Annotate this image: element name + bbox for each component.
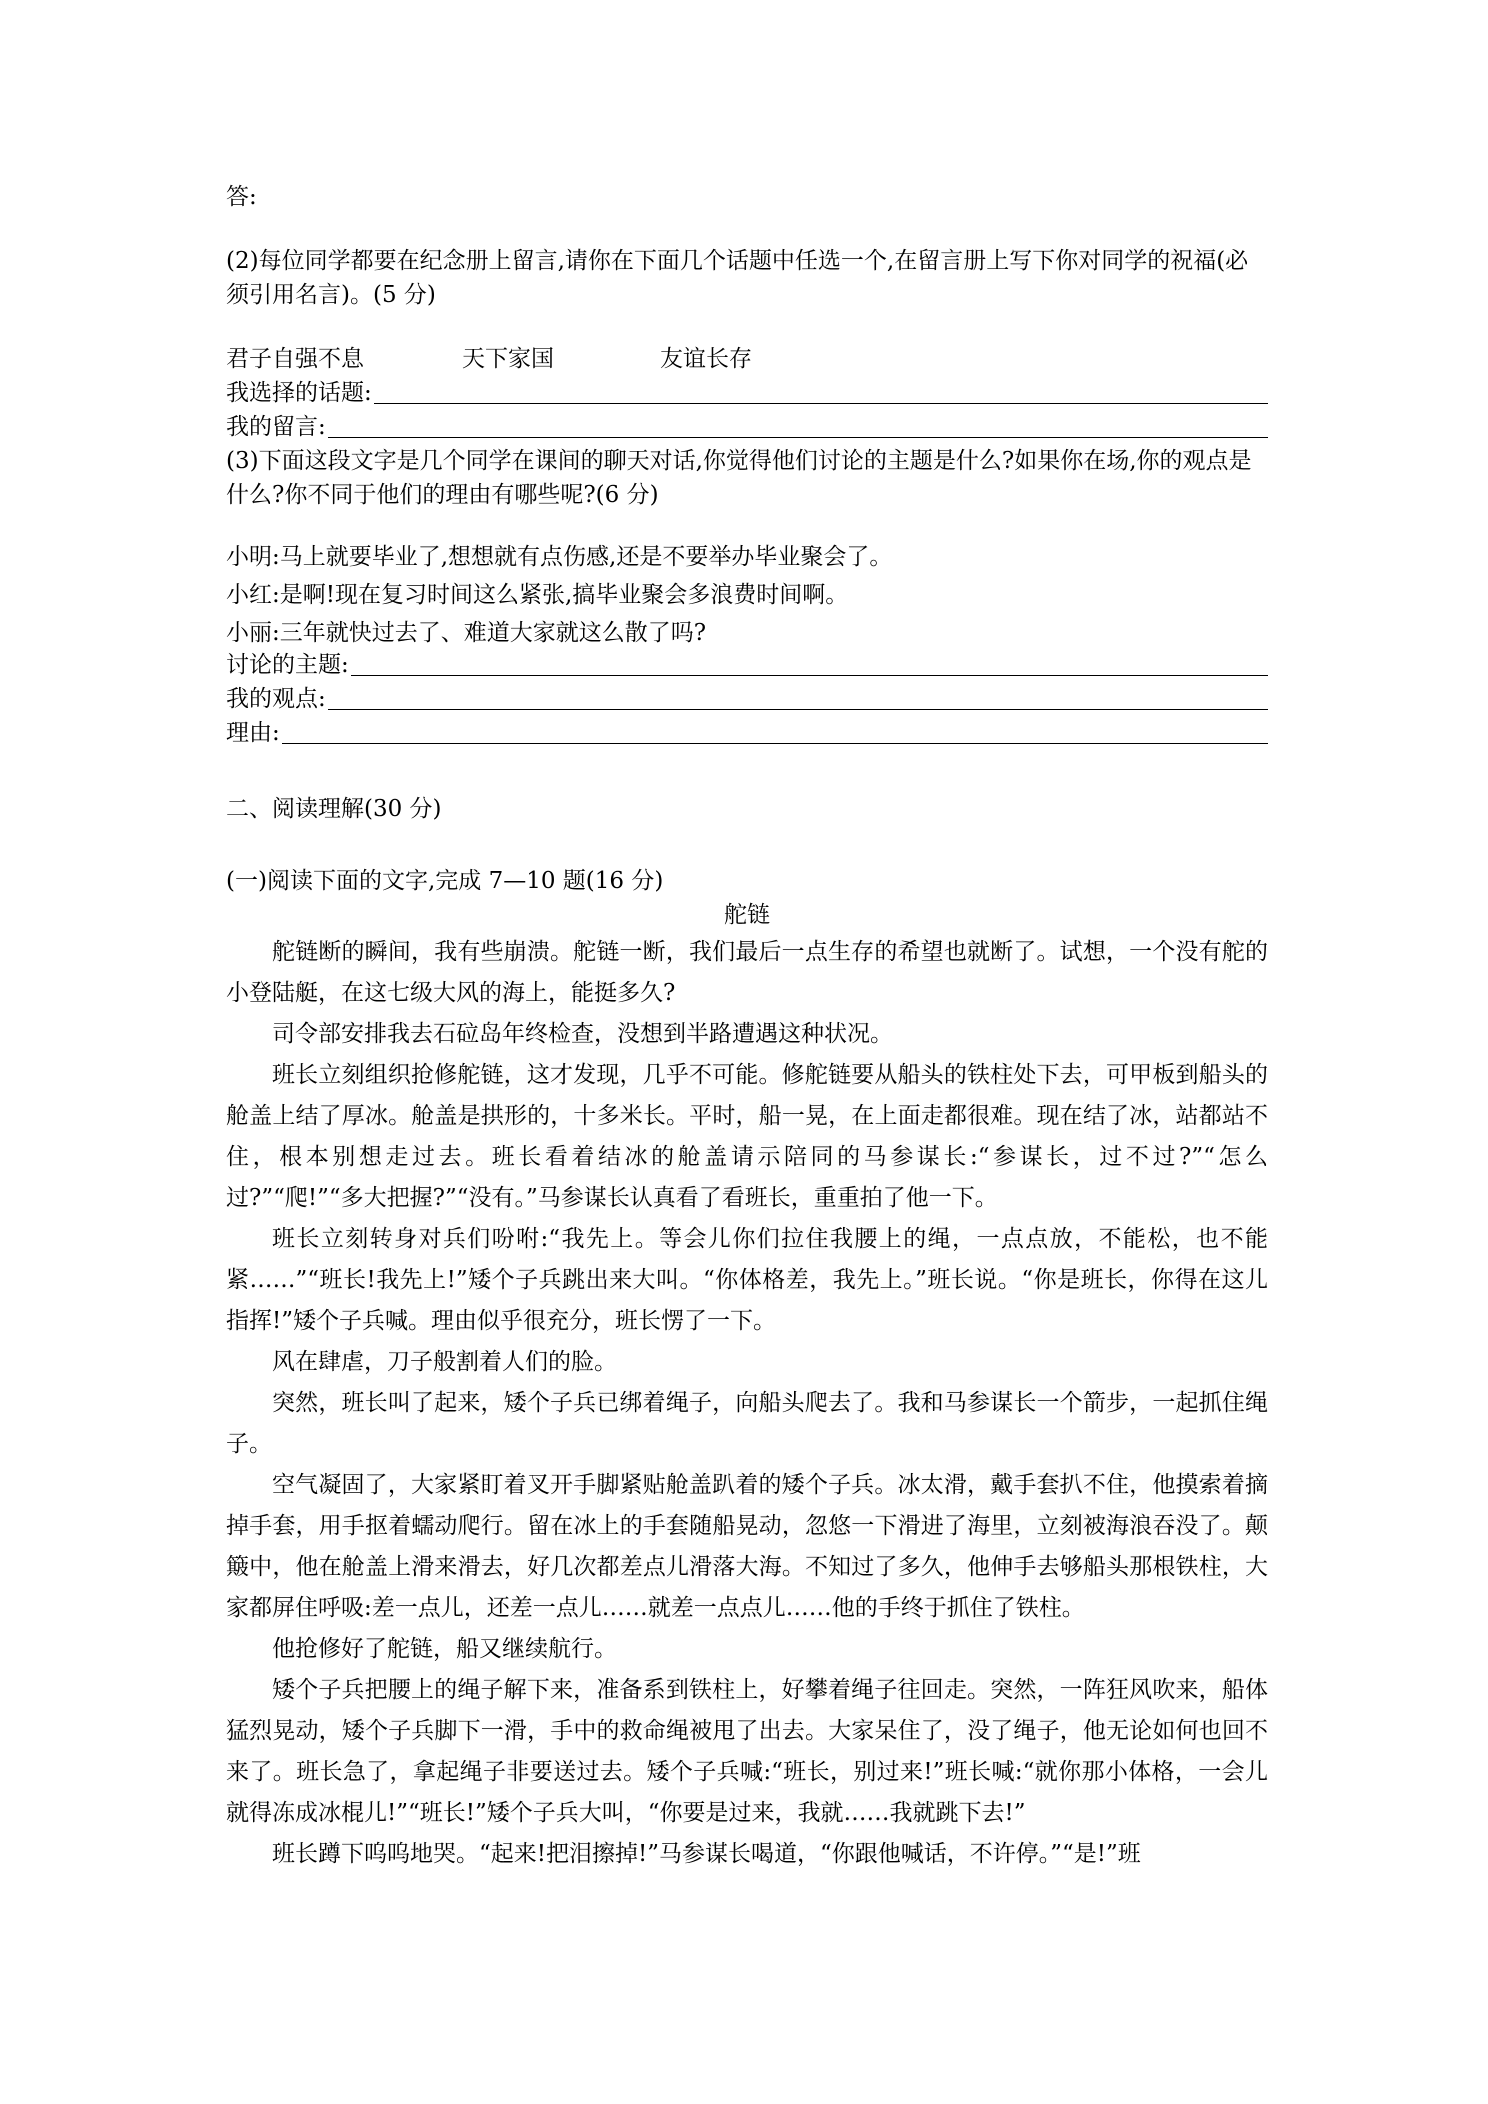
story-paragraph: 舵链断的瞬间，我有些崩溃。舵链一断，我们最后一点生存的希望也就断了。试想，一个没有舵的小登陆艇，在这七级大风的海上，能挺多久? [226, 939, 1268, 1006]
topic-option: 天下家国 [462, 346, 554, 372]
answer-line[interactable] [282, 742, 1268, 744]
story-paragraph: 风在肆虐，刀子般割着人们的脸。 [272, 1349, 617, 1375]
view-label: 我的观点: [226, 686, 326, 712]
dialogue-line: 小红:是啊!现在复习时间这么紧张,搞毕业聚会多浪费时间啊。 [226, 582, 849, 608]
reason-field[interactable] [226, 712, 1268, 748]
theme-label: 讨论的主题: [226, 652, 349, 678]
topic-option: 友谊长存 [660, 346, 752, 372]
answer-line[interactable] [328, 708, 1268, 710]
reading-heading: (一)阅读下面的文字,完成 7—10 题(16 分) [226, 868, 664, 894]
theme-field[interactable] [226, 644, 1268, 680]
topic-choice-field[interactable] [226, 372, 1268, 408]
q2-prompt: (2)每位同学都要在纪念册上留言,请你在下面几个话题中任选一个,在留言册上写下你对同学的祝福(必须引用名言)。(5 分) [226, 248, 1249, 308]
dialogue-line: 小明:马上就要毕业了,想想就有点伤感,还是不要举办毕业聚会了。 [226, 544, 893, 570]
message-field[interactable] [226, 406, 1268, 442]
story-paragraph: 突然，班长叫了起来，矮个子兵已绑着绳子，向船头爬去了。我和马参谋长一个箭步，一起抓住绳子。 [226, 1390, 1268, 1457]
story-title: 舵链 [724, 902, 770, 928]
story-paragraph: 矮个子兵把腰上的绳子解下来，准备系到铁柱上，好攀着绳子往回走。突然，一阵狂风吹来，船体猛烈晃动，矮个子兵脚下一滑，手中的救命绳被甩了出去。大家呆住了，没了绳子，他无论如何也回不来了。班长急了，拿起绳子非要送过去。矮个子兵喊:“班长，别过来!”班长喊:“就你那小体格，一会儿就得冻成冰棍儿!”“班长!”矮个子兵大叫，“你要是过来，我就……我就跳下去!” [226, 1677, 1268, 1826]
story-paragraph: 司令部安排我去石砬岛年终检查，没想到半路遭遇这种状况。 [272, 1021, 893, 1047]
answer-line[interactable] [351, 674, 1268, 676]
q1-answer-label: 答: [226, 184, 257, 210]
view-field[interactable] [226, 678, 1268, 714]
story-paragraph: 空气凝固了，大家紧盯着叉开手脚紧贴舱盖趴着的矮个子兵。冰太滑，戴手套扒不住，他摸索着摘掉手套，用手抠着蠕动爬行。留在冰上的手套随船晃动，忽悠一下滑进了海里，立刻被海浪吞没了。颠簸中，他在舱盖上滑来滑去，好几次都差点儿滑落大海。不知过了多久，他伸手去够船头那根铁柱，大家都屏住呼吸:差一点儿，还差一点儿……就差一点点儿……他的手终于抓住了铁柱。 [226, 1472, 1268, 1621]
topic-option: 君子自强不息 [226, 346, 364, 372]
message-label: 我的留言: [226, 414, 326, 440]
dialogue-line: 小丽:三年就快过去了、难道大家就这么散了吗? [226, 620, 707, 646]
answer-line[interactable] [328, 436, 1268, 438]
story-body [226, 932, 1268, 1875]
story-paragraph: 班长蹲下呜呜地哭。“起来!把泪擦掉!”马参谋长喝道，“你跟他喊话，不许停。”“是!”班 [272, 1841, 1141, 1867]
story-paragraph: 他抢修好了舵链，船又继续航行。 [272, 1636, 617, 1662]
topic-choice-label: 我选择的话题: [226, 380, 372, 406]
q3-prompt: (3)下面这段文字是几个同学在课间的聊天对话,你觉得他们讨论的主题是什么?如果你在场,你的观点是什么?你不同于他们的理由有哪些呢?(6 分) [226, 448, 1252, 508]
reason-label: 理由: [226, 720, 280, 746]
section-heading: 二、阅读理解(30 分) [226, 796, 442, 822]
q2-topic-list [226, 342, 1268, 376]
story-paragraph: 班长立刻组织抢修舵链，这才发现，几乎不可能。修舵链要从船头的铁柱处下去，可甲板到船头的舱盖上结了厚冰。舱盖是拱形的，十多米长。平时，船一晃，在上面走都很难。现在结了冰，站都站不住，根本别想走过去。班长看着结冰的舱盖请示陪同的马参谋长:“参谋长，过不过?”“怎么过?”“爬!”“多大把握?”“没有。”马参谋长认真看了看班长，重重拍了他一下。 [226, 1062, 1268, 1211]
answer-line[interactable] [374, 402, 1268, 404]
story-paragraph: 班长立刻转身对兵们吩咐:“我先上。等会儿你们拉住我腰上的绳，一点点放，不能松，也不能紧……”“班长!我先上!”矮个子兵跳出来大叫。“你体格差，我先上。”班长说。“你是班长，你得在这儿指挥!”矮个子兵喊。理由似乎很充分，班长愣了一下。 [226, 1226, 1268, 1334]
